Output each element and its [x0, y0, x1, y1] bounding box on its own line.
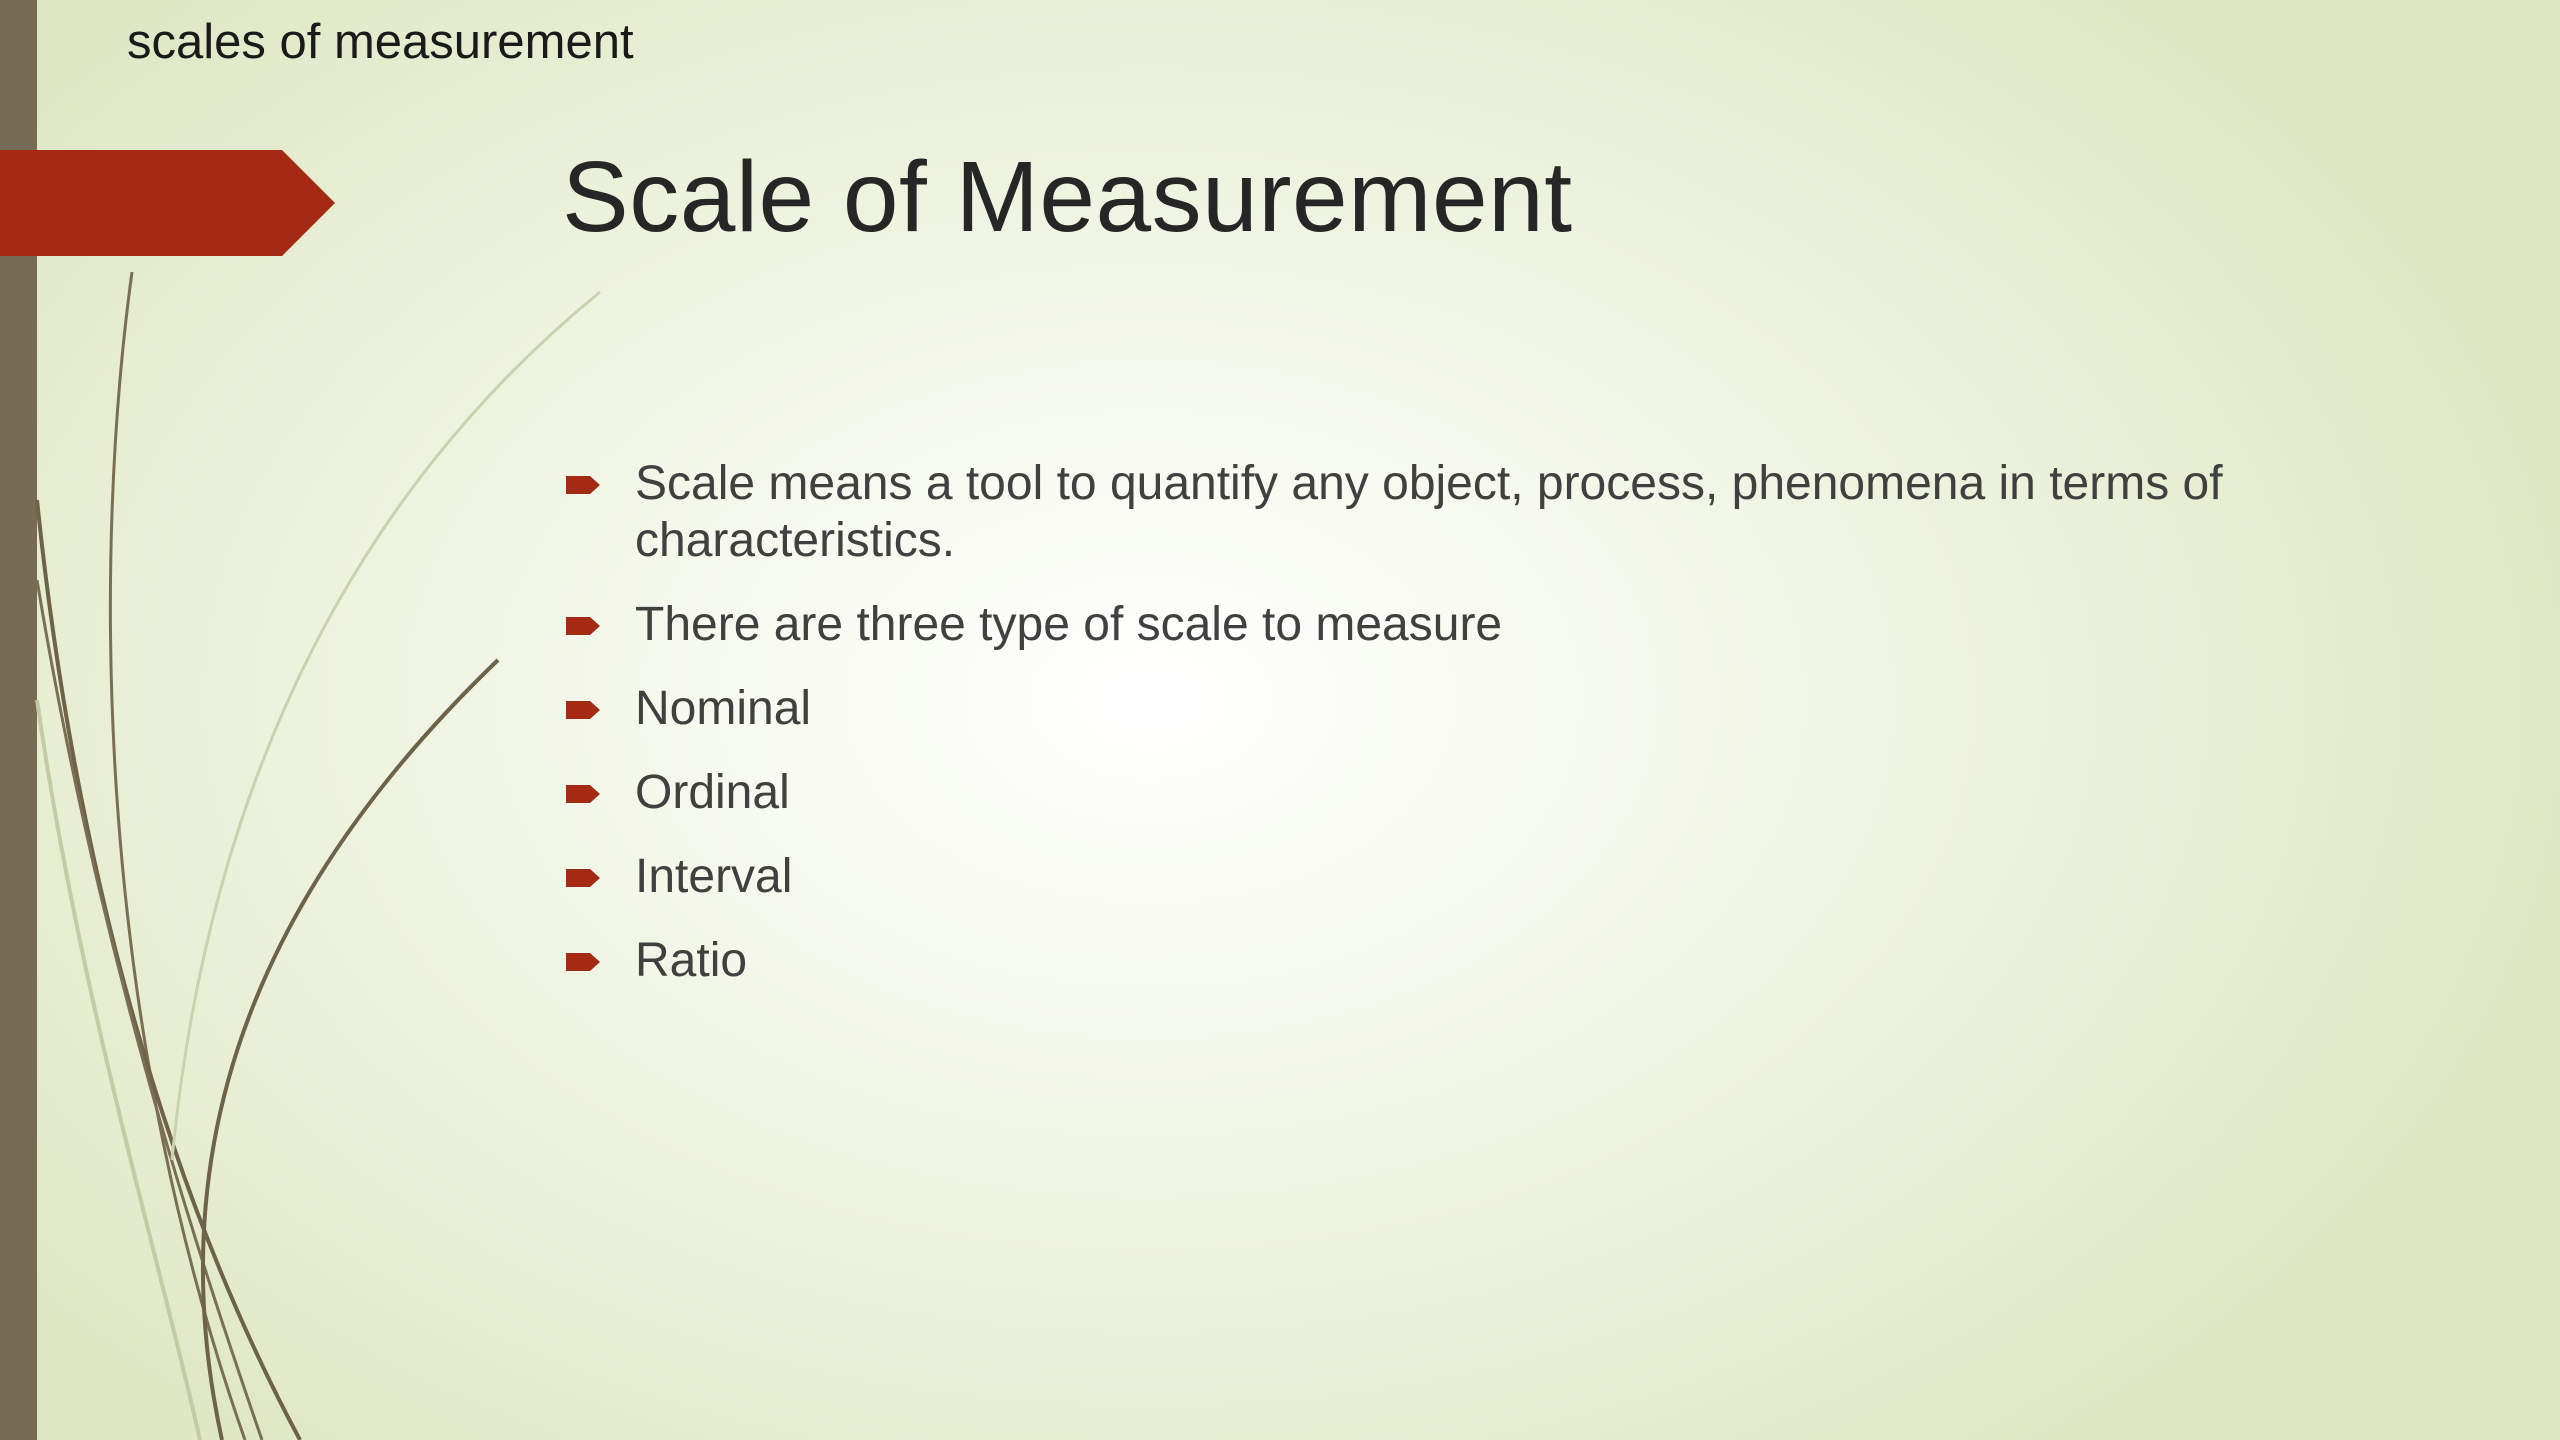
arrow-right-icon — [566, 782, 602, 806]
bullet-text: Nominal — [635, 682, 812, 735]
window-title: scales of measurement — [127, 15, 634, 69]
bullet-item — [562, 455, 2462, 569]
title-accent-chevron — [0, 150, 335, 256]
bullet-item — [562, 680, 2462, 737]
curve-line — [110, 272, 245, 1440]
curve-line — [203, 660, 498, 1440]
bullet-item — [562, 764, 2462, 821]
bullet-text: Interval — [635, 850, 793, 903]
arrow-right-icon — [566, 950, 602, 974]
bullet-item — [562, 848, 2462, 905]
curve-line — [37, 580, 262, 1440]
arrow-right-icon — [566, 614, 602, 638]
curve-line — [172, 292, 600, 1160]
arrow-right-icon — [566, 473, 602, 497]
bullet-list — [562, 455, 2462, 1016]
bullet-text: There are three type of scale to measure — [635, 598, 1503, 651]
arrow-right-icon — [566, 866, 602, 890]
bullet-item — [562, 596, 2462, 653]
bullet-text: Scale means a tool to quantify any object, process, phenomena in terms of characteristics. — [635, 457, 2223, 567]
curve-line — [37, 500, 300, 1440]
arrow-right-icon — [566, 698, 602, 722]
bullet-text: Ratio — [635, 934, 748, 987]
bullet-item — [562, 932, 2462, 989]
slide-title: Scale of Measurement — [562, 141, 1573, 253]
bullet-text: Ordinal — [635, 766, 790, 819]
